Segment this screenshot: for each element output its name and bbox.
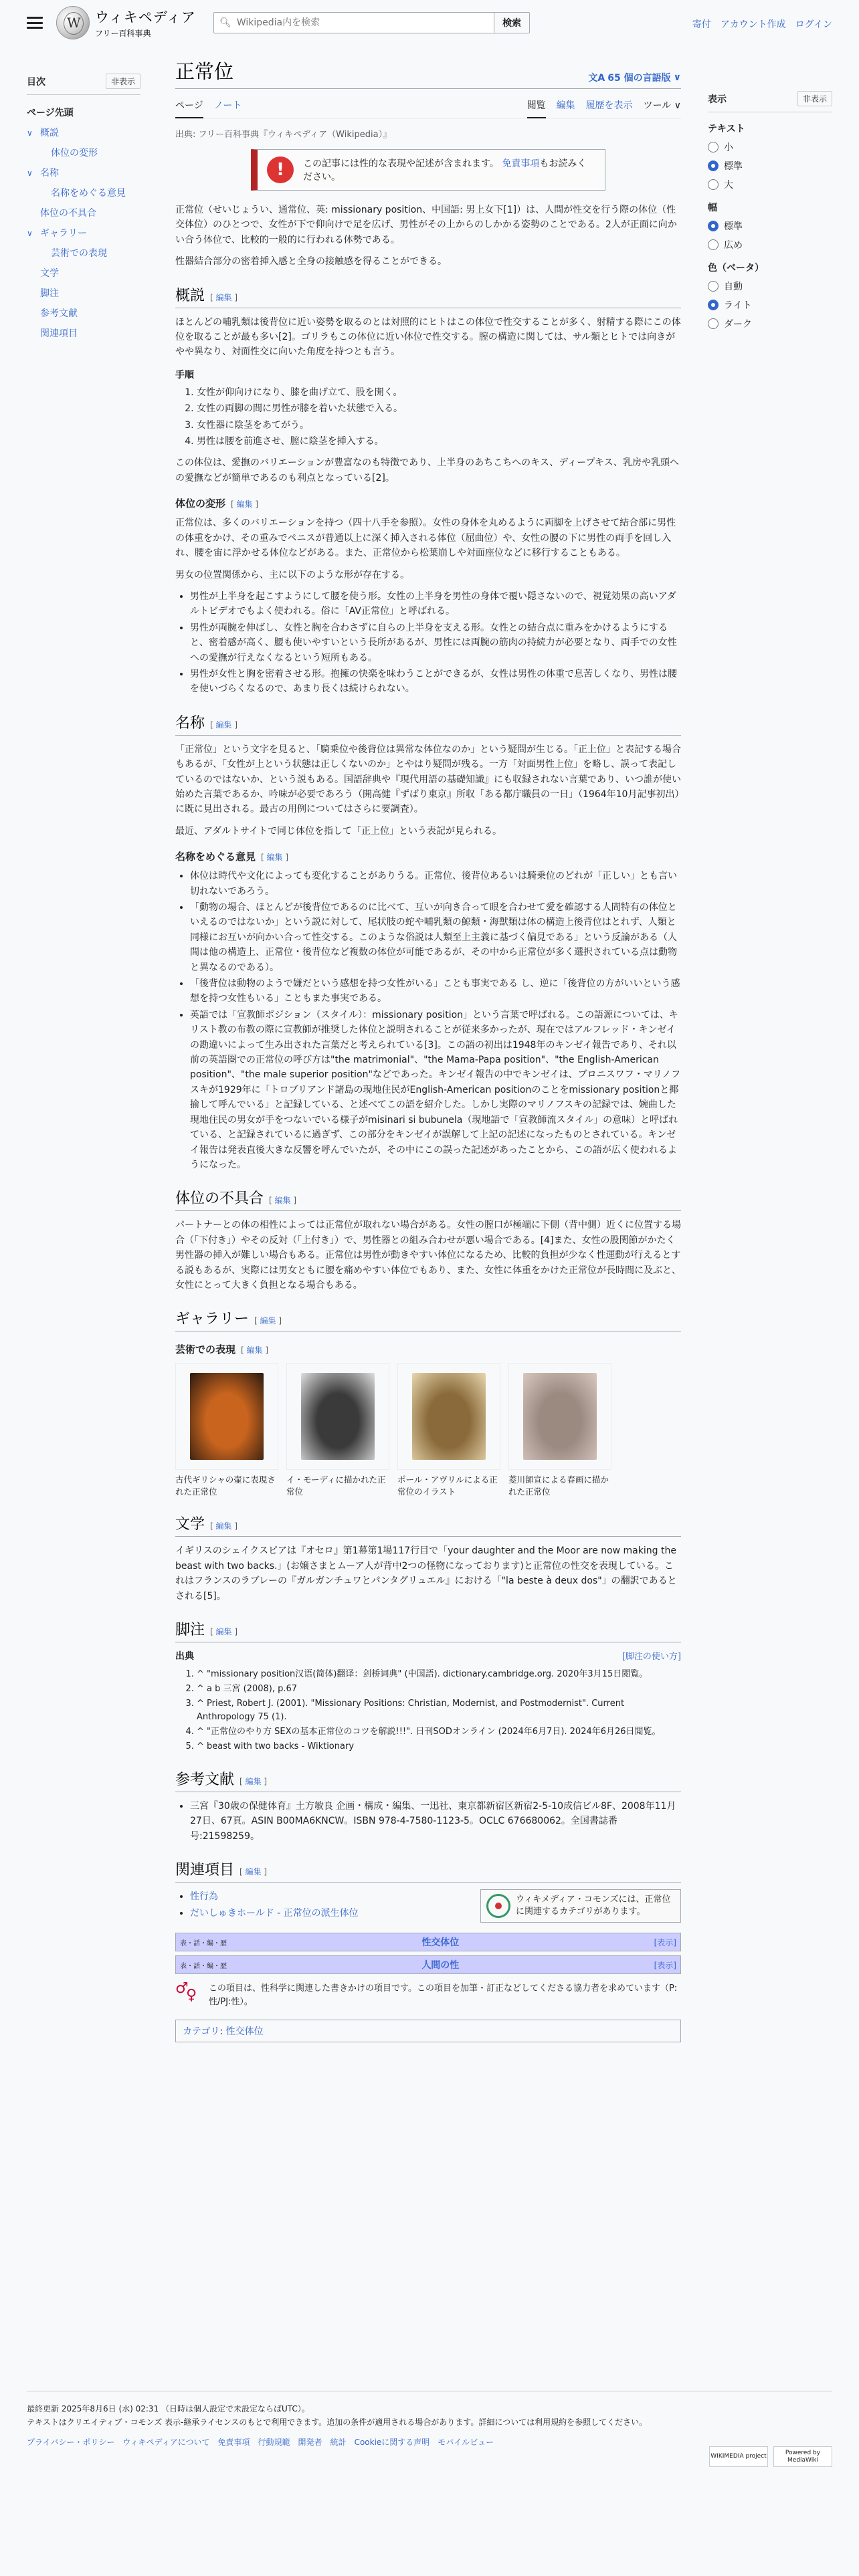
gallery-thumbnail[interactable] [175, 1363, 278, 1470]
steps-heading: 手順 [175, 369, 194, 381]
toc-item[interactable] [27, 243, 140, 263]
gallery-item [508, 1363, 611, 1498]
radio-button[interactable] [708, 221, 719, 231]
create-account-link[interactable]: アカウント作成 [720, 19, 786, 30]
radio-button[interactable] [708, 142, 719, 152]
footer-link[interactable]: ウィキペディアについて [122, 2438, 210, 2447]
color-options [708, 280, 832, 330]
stub-text: この項目は、性科学に関連した書きかけの項目です。この項目を加筆・訂正などしてくださる協力者を求めています（P:性/PJ:性）。 [209, 1983, 678, 2007]
main-menu-icon[interactable] [27, 17, 43, 29]
gender-symbols-icon [175, 1982, 202, 2009]
list-item: 4. 男性は腰を前進させ、膣に陰茎を挿入する。 [197, 434, 681, 449]
wikimedia-badge[interactable]: WIKIMEDIA project [709, 2446, 768, 2467]
heading-text: 脚注 [175, 1621, 205, 1638]
radio-label: 自動 [724, 282, 743, 292]
list-item: • 「動物の場合、ほとんどが後背位であるのに比べて、互いが向き合って眼を合わせて愛を確認する人間特有の体位といえるのではないか」という説に対して、尾状肢の蛇や哺乳類の鯨類・海獣類は体の構造上後背位はとれず、人類と同様にお互いが向かい合って性交する。このような俗説は人類至上主義に基づく偏見である」という反論がある（人間は他の構造上、正常位・後背位など複数の体位が可能であるが、その中から正常位が多く選択されている点は動物と異なるのである）。 [190, 900, 681, 975]
toc-item-label: 体位の変形 [51, 148, 98, 158]
overview-paragraph-2: この体位は、愛撫のバリエーションが豊富なのも特徴であり、上半身のあちこちへのキス、ディープキス、乳房や乳頭への愛撫などが簡単であるのも利点となっている[2]。 [175, 457, 680, 484]
commons-icon [486, 1894, 510, 1918]
footer-link[interactable]: 行動規範 [258, 2438, 290, 2447]
section-notes [175, 1618, 681, 1642]
toc-item-label: 概説 [40, 128, 59, 138]
appearance-hide-button[interactable]: 非表示 [797, 91, 832, 106]
toc-item-label: 体位の不具合 [40, 208, 96, 219]
radio-option[interactable] [708, 178, 832, 191]
reference-item: 1. ^ "missionary position汉语(简体)翻译：剑桥词典" (中国語). dictionary.cambridge.org. 2020年3月15日閲覧。 [197, 1668, 681, 1681]
tab-history[interactable]: 履歴を表示 [585, 100, 633, 111]
toc-item[interactable] [27, 223, 140, 243]
toc-item-label: 参考文献 [40, 308, 78, 319]
language-button[interactable] [588, 71, 681, 84]
toc-hide-button[interactable]: 非表示 [106, 74, 140, 89]
radio-option[interactable] [708, 298, 832, 312]
tab-read[interactable]: 閲覧 [527, 94, 546, 118]
toc-item-label: 芸術での表現 [51, 248, 107, 259]
wikipedia-logo[interactable] [56, 6, 196, 39]
logo-title: ウィキペディア [95, 9, 197, 25]
section-variants [175, 496, 681, 510]
intro-paragraph-2: 性器結合部分の密着挿入感と全身の接触感を得ることができる。 [175, 256, 447, 267]
footer-link[interactable]: プライバシー・ポリシー [27, 2438, 115, 2447]
artwork-image [190, 1373, 264, 1460]
related-link[interactable]: だいしゅきホールド - 正常位の派生体位 [190, 1907, 359, 1919]
toc-item-label: 文学 [40, 268, 59, 279]
gallery-caption: イ・モーディに描かれた正常位 [286, 1475, 386, 1497]
variants-list [175, 589, 681, 697]
navbox-show-toggle[interactable]: [表示] [654, 1937, 676, 1947]
edit-link[interactable]: [ 編集 ] [231, 500, 258, 509]
toc-item[interactable] [27, 263, 140, 284]
footer-link[interactable]: 免責事項 [217, 2438, 250, 2447]
toc-item[interactable] [27, 123, 140, 143]
list-item: • 「後背位は動物のようで嫌だという感想を持つ女性がいる」ことも事実である し、逆に「後背位の方がいいという感想を持つ女性もいる」こともまた事実である。 [190, 976, 681, 1006]
search-input[interactable] [237, 17, 488, 28]
color-title: 色（ベータ） [708, 263, 764, 274]
toc-item[interactable] [27, 304, 140, 324]
gallery-thumbnail[interactable] [286, 1363, 389, 1470]
radio-option[interactable] [708, 159, 832, 173]
text-size-options [708, 140, 832, 191]
radio-label: ダーク [724, 319, 752, 330]
references-list [175, 1799, 681, 1844]
globe-icon [56, 6, 90, 39]
section-name [175, 712, 681, 736]
toc-item[interactable] [27, 284, 140, 304]
gallery-caption: 菱川師宣による春画に描かれた正常位 [508, 1475, 609, 1497]
section-overview [175, 284, 681, 308]
toc-item-label: 名称をめぐる意見 [51, 188, 126, 199]
navbox-show-toggle[interactable]: [表示] [654, 1960, 676, 1970]
list-item: • 男性が両腕を伸ばし、女性と胸を合わさずに自らの上半身を支える形。女性との結合点に重みをかけるようにすると、密着感が高く、腰も使いやすいという長所があるが、男性には両腕の筋肉の持続力が必要となり、両手での女性への愛撫が行えなくなるという短所もある。 [190, 621, 681, 665]
problems-paragraph: パートナーとの体の相性によっては正常位が取れない場合がある。女性の膣口が極端に下側（背中側）近くに位置する場合（「下付き」）やその反対（「上付き」）で、男性器との組み合わせが悪い場合である。[4]また、女性の股関節がかたく男性器の挿入が難しい場合もある。正常位は男性が動きやすい体位になるため、比較的負担が少なく性運動が行えるとする説もあるが、実際には男女ともに腰を痛めやすい体位でもあり、また、女性に体重をかけた正常位が長時間に及ぶと、女性にとって大きく負担となる場合もある。 [175, 1220, 681, 1291]
overview-paragraph: ほとんどの哺乳類は後背位に近い姿勢を取るのとは対照的にヒトはこの体位で性交することが多く、射精する際にこの体位を取ることが最も多い[2]。ゴリラもこの体位に近い体位で性交する。膣の構造に関しては、サル類とヒトでは向きがやや異なり、対面性交に向いた角度を持つとも言う。 [175, 316, 681, 358]
page-title: 正常位 [175, 60, 234, 83]
radio-button[interactable] [708, 239, 719, 250]
radio-option[interactable] [708, 280, 832, 293]
heading-text: 芸術での表現 [175, 1344, 236, 1356]
navbox [175, 1933, 681, 1951]
license-text: テキストはクリエイティブ・コモンズ 表示-継承ライセンスのもとで利用できます。追加の条件が適用される場合があります。詳細については利用規約を参照してください。 [27, 2418, 648, 2427]
radio-label: 小 [724, 142, 733, 153]
text-size-title: テキスト [708, 124, 745, 134]
radio-label: ライト [724, 300, 752, 311]
heading-text: 文学 [175, 1516, 205, 1533]
reference-item: 5. ^ beast with two backs - Wiktionary [197, 1740, 681, 1753]
notice-text: この記事には性的な表現や記述が含まれます。 [303, 158, 499, 169]
chevron-down-icon[interactable]: ∨ [27, 169, 33, 178]
navbox-vte[interactable]: 表・話・編・歴 [180, 1939, 227, 1947]
toc-item[interactable] [27, 203, 140, 223]
list-item: • 体位は時代や文化によっても変化することがありうる。正常位、後背位あるいは騎乗位のどれが「正しい」とも言い切れないであろう。 [190, 869, 681, 899]
radio-button[interactable] [708, 281, 719, 292]
reference-item: 2. ^ a b 三宮 (2008), p.67 [197, 1683, 681, 1696]
chevron-down-icon[interactable]: ∨ [27, 229, 33, 238]
radio-label: 標準 [724, 221, 743, 232]
toc-item[interactable] [27, 324, 140, 344]
literature-paragraph: イギリスのシェイクスピアは『オセロ』第1幕第1場117行目で「your daughter and the Moor are now making the beast with two backs.」(お嬢さまとムーア人が背中2つの怪物になっております)と正常位の性交を表現している。これはフランスのラブレーの『ガルガンチュワとパンタグリュエル』における「"la beste à deux dos"」の翻訳であるとされる[5]。 [175, 1545, 677, 1602]
image-gallery [175, 1363, 681, 1498]
edit-link[interactable]: [ 編集 ] [241, 1346, 268, 1355]
name-paragraph: 「正常位」という文字を見ると、「騎乗位や後背位は異常な体位なのか」という疑問が生じる。「正上位」と表記する場合もあるが、「女性が上という状態は正しくないのか」とやはり疑問が残る。一方「対面男性上位」を略し、誤って表記しているのではないか、という説もある。国語辞典や『現代用語の基礎知識』にも収録されない言葉であり、いつ誰が使い始めた言葉であるか、吟味が必要であろう（開高健『ずばり東京』所収「ある都庁職員の一日」（1964年10月記事初出）に既に見出される。最古の用例についてはさらに要調査）。 [175, 744, 681, 815]
commons-text: ウィキメディア・コモンズには、正常位に関連するカテゴリがあります。 [516, 1895, 671, 1917]
heading-text: 関連項目 [175, 1862, 235, 1879]
footer-link[interactable]: 統計 [330, 2438, 347, 2447]
toc-item-label: ギャラリー [40, 228, 87, 239]
list-item: • 英語では「宣教師ポジション（スタイル）：missionary position」という言葉で呼ばれる。この語源については、キリスト教の布教の際に宣教師が推奨した体位と説明されることが従来多かったが、現在ではアルフレッド・キンゼイの勘違いによって生み出された言葉だと考えられている[3]。この語の初出は1948年のキンゼイ報告であり、それ以前の英語圏での正常位の呼び方は"the matrimonial"、"the Mama-Papa position"、"the English-American position"、"the male superior position"などであった。キンゼイ報告の中でキンゼイは、ブロニスワフ・マリノフスキが1929年に「トロブリアンド諸島の現地住民がEnglish-American positionのことをmissionary positionと揶揄して呼んでいる」と記録している、と述べてこの語を紹介した。しかし実際のマリノフスキの記録では、婉曲した現地住民の男女が手をつないでいる様子がmisinari si bubunela（現地語で「宣教師流スタイル」の意味）と呼ばれている、と記録されているに過ぎず、この部分をキンゼイが誤解して上記の記述になったものとされている。キンゼイ報告は発表直後大きな反響を呼んでいたが、その中にこの誤った記述があったことから、この語が広く使われるようになった。 [190, 1008, 681, 1172]
radio-button[interactable] [708, 318, 719, 329]
variants-paragraph: 正常位は、多くのバリエーションを持つ（四十八手を参照）。女性の身体を丸めるように両脚を上げさせて結合部に男性の体重をかけ、その重みでペニスが普通以上に深く挿入される体位（屈曲位）や、女性の腰の下に男性の両手を回し入れ、腰を宙に浮かせる体位などがある。また、正常位から松葉崩しや対面座位などに移行することもある。 [175, 518, 676, 559]
tools-label: ツール [643, 100, 672, 111]
table-of-contents [27, 74, 140, 344]
heading-text: 体位の変形 [175, 498, 226, 510]
intro-paragraph: 正常位（せいじょうい、通常位、英: missionary position、中国語: 男上女下[1]）は、人間が性交を行う際の体位（性交体位）のひとつで、女性が下で仰向けで足を広げ、男性がその上からのしかかる姿勢のことである。2人が正面に向かい合う体位で、比較的一般的に行われる体勢である。 [175, 205, 677, 245]
edit-link[interactable]: [ 編集 ] [210, 1521, 237, 1531]
search-button[interactable]: 検索 [494, 12, 530, 33]
disclaimer-link[interactable]: 免責事項 [502, 158, 540, 169]
name-paragraph-2: 最近、アダルトサイトで同じ体位を指して「正上位」という表記が見られる。 [175, 825, 502, 837]
steps-list [175, 385, 681, 449]
list-item: 1. 女性が仰向けになり、膝を曲げ立て、股を開く。 [197, 385, 681, 400]
gallery-caption: 古代ギリシャの壷に表現された正常位 [175, 1475, 276, 1497]
edit-link[interactable]: [ 編集 ] [210, 720, 237, 730]
language-count: 65 個の言語版 [607, 73, 671, 84]
section-art [175, 1342, 681, 1356]
section-references [175, 1768, 681, 1792]
heading-text: 体位の不具合 [175, 1190, 264, 1208]
gallery-item [286, 1363, 389, 1498]
from-wikipedia: 出典: フリー百科事典『ウィキペディア（Wikipedia）』 [175, 130, 392, 140]
toc-item[interactable] [27, 143, 140, 163]
toc-item-label: ページ先頭 [27, 108, 74, 118]
search-icon: 🔍︎ [219, 17, 231, 28]
edit-link[interactable]: [ 編集 ] [210, 1627, 237, 1636]
toc-item-label: 名称 [40, 168, 59, 179]
radio-button[interactable] [708, 179, 719, 190]
artwork-image [301, 1373, 375, 1460]
heading-text: ギャラリー [175, 1311, 250, 1328]
sources-label: 出典 [175, 1650, 194, 1662]
gallery-caption: ポール・アヴリルによる正常位のイラスト [397, 1475, 498, 1497]
category-link[interactable]: 性交体位 [225, 2026, 264, 2037]
tab-page[interactable]: ページ [175, 94, 203, 118]
artwork-image [523, 1373, 597, 1460]
radio-label: 標準 [724, 161, 743, 172]
related-link[interactable]: 性行為 [190, 1891, 218, 1903]
toc-item[interactable] [27, 183, 140, 203]
stub-notice [175, 1982, 681, 2009]
heading-text: 名称 [175, 714, 205, 732]
edit-link[interactable]: [ 編集 ] [254, 1316, 282, 1325]
opinions-list [175, 869, 681, 1172]
commons-box [480, 1889, 681, 1923]
radio-option[interactable] [708, 238, 832, 251]
toc-item[interactable] [27, 163, 140, 183]
warning-icon: ! [267, 156, 294, 183]
last-edit: 最終更新 2025年8月6日 (水) 02:31 （日時は個人設定で未設定ならばUTC）。 [27, 2404, 310, 2413]
tab-edit[interactable]: 編集 [556, 100, 575, 111]
radio-label: 広め [724, 240, 743, 251]
radio-button[interactable] [708, 300, 719, 310]
toc-item[interactable] [27, 103, 140, 123]
section-name-opinions [175, 849, 681, 863]
site-header [0, 0, 859, 45]
reference-item: 3. ^ Priest, Robert J. (2001). "Missionary Positions: Christian, Modernist, and Postmodernist". Current Anthropology 75 (1). [197, 1697, 681, 1724]
heading-text: 参考文献 [175, 1771, 235, 1788]
gallery-item [397, 1363, 500, 1498]
navbox-title[interactable]: 性交体位 [421, 1937, 460, 1948]
section-related [175, 1858, 681, 1883]
radio-label: 大 [724, 180, 733, 191]
navbox-vte[interactable]: 表・話・編・歴 [180, 1962, 227, 1970]
related-item [190, 1889, 359, 1904]
gallery-thumbnail[interactable] [508, 1363, 611, 1470]
appearance-title: 表示 [708, 94, 727, 105]
page-tabs [175, 94, 681, 119]
translate-icon: 文A [588, 73, 605, 84]
login-link[interactable]: ログイン [795, 19, 832, 30]
navbox [175, 1955, 681, 1974]
artwork-image [412, 1373, 486, 1460]
related-list [175, 1889, 359, 1922]
logo-tagline: フリー百科事典 [95, 29, 151, 38]
chevron-down-icon: ∨ [673, 72, 681, 83]
toc-item-label: 脚注 [40, 288, 59, 299]
category-links: カテゴリ: 性交体位 [175, 2020, 681, 2042]
section-gallery [175, 1307, 681, 1331]
page-footer [27, 2391, 832, 2464]
section-problems [175, 1187, 681, 1211]
footer-link[interactable]: Cookieに関する声明 [354, 2438, 430, 2447]
gallery-thumbnail[interactable] [397, 1363, 500, 1470]
navbox-title[interactable]: 人間の性 [421, 1960, 460, 1971]
list-item: 2. 女性の両脚の間に男性が膝を着いた状態で入る。 [197, 401, 681, 416]
edit-link[interactable]: [ 編集 ] [240, 1777, 267, 1786]
search-field [213, 12, 494, 33]
tab-tools[interactable]: ツール ∨ [643, 100, 681, 111]
reference-item: • 三宮『30歳の保健体育』土方敏良 企画・構成・編集、一迅社、東京都新宿区新宿2-5-10成信ビル8F、2008年11月27日、67頁。ASIN B00MA6KNCW。ISBN 978-4-7580-1123-5。OCLC 676680062。全国書誌番号:21598259。 [190, 1799, 681, 1844]
width-title: 幅 [708, 203, 717, 213]
list-item: • 男性が上半身を起こすようにして腰を使う形。女性の上半身を男性の身体で覆い隠さないので、視覚効果の高いアダルトビデオでもよく使われる。俗に「AV正常位」と呼ばれる。 [190, 589, 681, 619]
toc-item-label: 関連項目 [40, 328, 78, 339]
toc-list [27, 103, 140, 344]
section-literature [175, 1513, 681, 1537]
chevron-down-icon[interactable]: ∨ [27, 128, 33, 138]
tab-talk[interactable]: ノート [213, 100, 242, 111]
edit-link[interactable]: [ 編集 ] [210, 293, 237, 302]
radio-option[interactable] [708, 317, 832, 330]
radio-button[interactable] [708, 160, 719, 171]
notice-tail: もお読みください。 [303, 158, 587, 183]
search-box [213, 12, 530, 33]
radio-option[interactable] [708, 219, 832, 233]
footnote-usage-link[interactable]: [脚注の使い方] [622, 1652, 681, 1662]
notes-list [175, 1668, 681, 1753]
categories-label[interactable]: カテゴリ [183, 2026, 220, 2037]
edit-link[interactable]: [ 編集 ] [261, 853, 288, 862]
width-options [708, 219, 832, 251]
edit-link[interactable]: [ 編集 ] [269, 1196, 296, 1205]
heading-text: 概説 [175, 287, 205, 304]
reference-item: 4. ^ "正常位のやり方 SEXの基本正常位のコツを解説!!!". 日刊SODオンライン (2024年6月7日). 2024年6月26日閲覧。 [197, 1725, 681, 1739]
notice-box [251, 149, 605, 191]
related-item [190, 1906, 359, 1921]
radio-option[interactable] [708, 140, 832, 154]
footer-link[interactable]: モバイルビュー [438, 2438, 494, 2447]
user-links [692, 17, 832, 31]
donate-link[interactable]: 寄付 [692, 19, 711, 30]
list-item: 3. 女性器に陰茎をあてがう。 [197, 418, 681, 433]
appearance-panel [708, 91, 832, 336]
main-content [175, 57, 681, 2042]
footer-link[interactable]: 開発者 [298, 2438, 322, 2447]
gallery-item [175, 1363, 278, 1498]
variants-paragraph-2: 男女の位置関係から、主に以下のような形が存在する。 [175, 569, 409, 580]
edit-link[interactable]: [ 編集 ] [240, 1867, 267, 1876]
list-item: • 男性が女性と胸を密着させる形。抱擁の快楽を味わうことができるが、女性は男性の体重で息苦しくなり、男性は腰を使いづらくなるので、あまり長くは続けられない。 [190, 667, 681, 697]
toc-title: 目次 [27, 76, 45, 88]
heading-text: 名称をめぐる意見 [175, 851, 256, 863]
mediawiki-badge[interactable]: Powered by MediaWiki [773, 2446, 832, 2467]
